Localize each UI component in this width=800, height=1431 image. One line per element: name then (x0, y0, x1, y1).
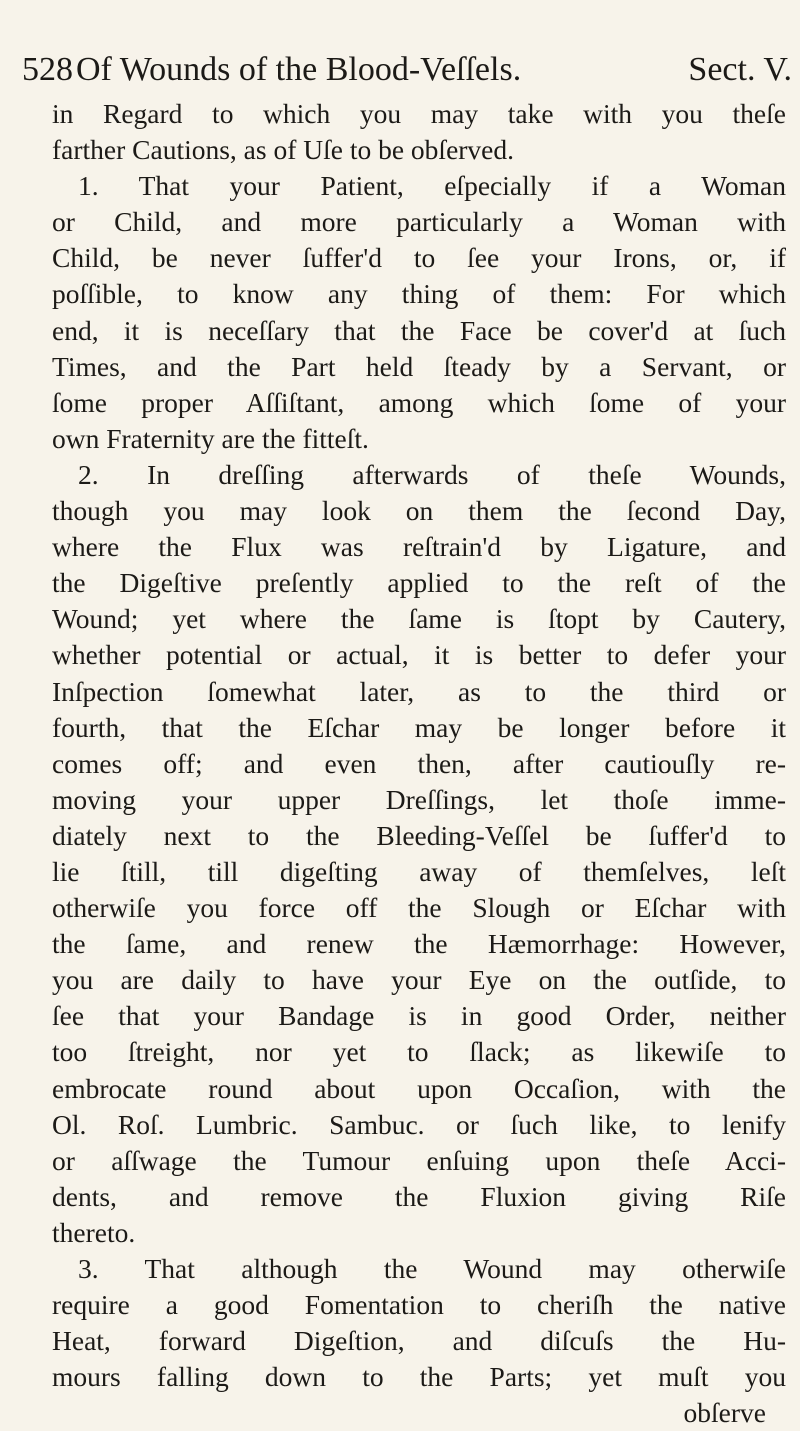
text-line: ſee that your Bandage is in good Order, neither (52, 1000, 786, 1032)
catchword: obſerve (683, 1397, 766, 1429)
text-line: own Fraternity are the fitteſt. (52, 422, 369, 454)
text-line: require a good Fomentation to cheriſh the native (52, 1289, 786, 1321)
text-line: Child, be never ſuffer'd to ſee your Irons, or, if (52, 242, 786, 274)
text-line: dents, and remove the Fluxion giving Riſe (52, 1180, 786, 1212)
text-line: Inſpection ſomewhat later, as to the third or (52, 675, 786, 707)
text-line: where the Flux was reſtrain'd by Ligature, and (52, 531, 786, 563)
text-line: farther Cautions, as of Uſe to be obſerved. (52, 134, 515, 166)
running-title: Of Wounds of the Blood-Veſſels. (76, 51, 522, 88)
text-line: ſome proper Aſſiſtant, among which ſome of your (52, 386, 786, 418)
text-line: 3. That although the Wound may otherwiſe (78, 1253, 786, 1284)
text-line: diately next to the Bleeding-Veſſel be ſuffer'd to (52, 819, 786, 851)
text-line: you are daily to have your Eye on the outſide, to (52, 964, 786, 996)
text-line: fourth, that the Eſchar may be longer before it (52, 711, 786, 743)
body-text (52, 96, 786, 1431)
text-line: too ſtreight, nor yet to ſlack; as likewiſe to (52, 1036, 786, 1068)
text-line: the Digeſtive preſently applied to the reſt of the (52, 567, 786, 599)
text-line: moving your upper Dreſſings, let thoſe imme- (52, 783, 786, 815)
text-line: Heat, forward Digeſtion, and diſcuſs the Hu- (52, 1325, 786, 1357)
text-line: thereto. (52, 1216, 136, 1248)
section-label: Sect. V. (688, 51, 792, 88)
text-line: 2. In dreſſing afterwards of theſe Wounds, (78, 458, 786, 490)
text-line: or Child, and more particularly a Woman with (52, 206, 786, 238)
text-line: though you may look on them the ſecond Day, (52, 495, 786, 527)
text-line: poſſible, to know any thing of them: For which (52, 278, 786, 310)
text-line: Times, and the Part held ſteady by a Servant, or (52, 350, 786, 382)
text-line: lie ſtill, till digeſting away of themſelves, leſt (52, 855, 786, 887)
text-line: mours falling down to the Parts; yet muſt you (52, 1361, 786, 1393)
text-line: Wound; yet where the ſame is ſtopt by Cautery, (52, 603, 786, 635)
text-line: Ol. Roſ. Lumbric. Sambuc. or ſuch like, to lenify (52, 1108, 786, 1140)
text-line: in Regard to which you may take with you theſe (52, 98, 786, 129)
text-line: the ſame, and renew the Hæmorrhage: However, (52, 928, 786, 960)
text-line: 1. That your Patient, eſpecially if a Woman (78, 170, 786, 202)
text-line: otherwiſe you force off the Slough or Eſchar with (52, 892, 786, 924)
text-line: comes off; and even then, after cautiouſly re- (52, 747, 786, 779)
text-line: whether potential or actual, it is better to defer your (52, 639, 786, 671)
text-line: or aſſwage the Tumour enſuing upon theſe Acci- (52, 1144, 786, 1176)
text-line: embrocate round about upon Occaſion, with the (52, 1072, 786, 1104)
text-line: end, it is neceſſary that the Face be cover'd at ſuch (52, 314, 786, 346)
page-number: 528 (22, 51, 73, 88)
running-header (22, 42, 792, 98)
